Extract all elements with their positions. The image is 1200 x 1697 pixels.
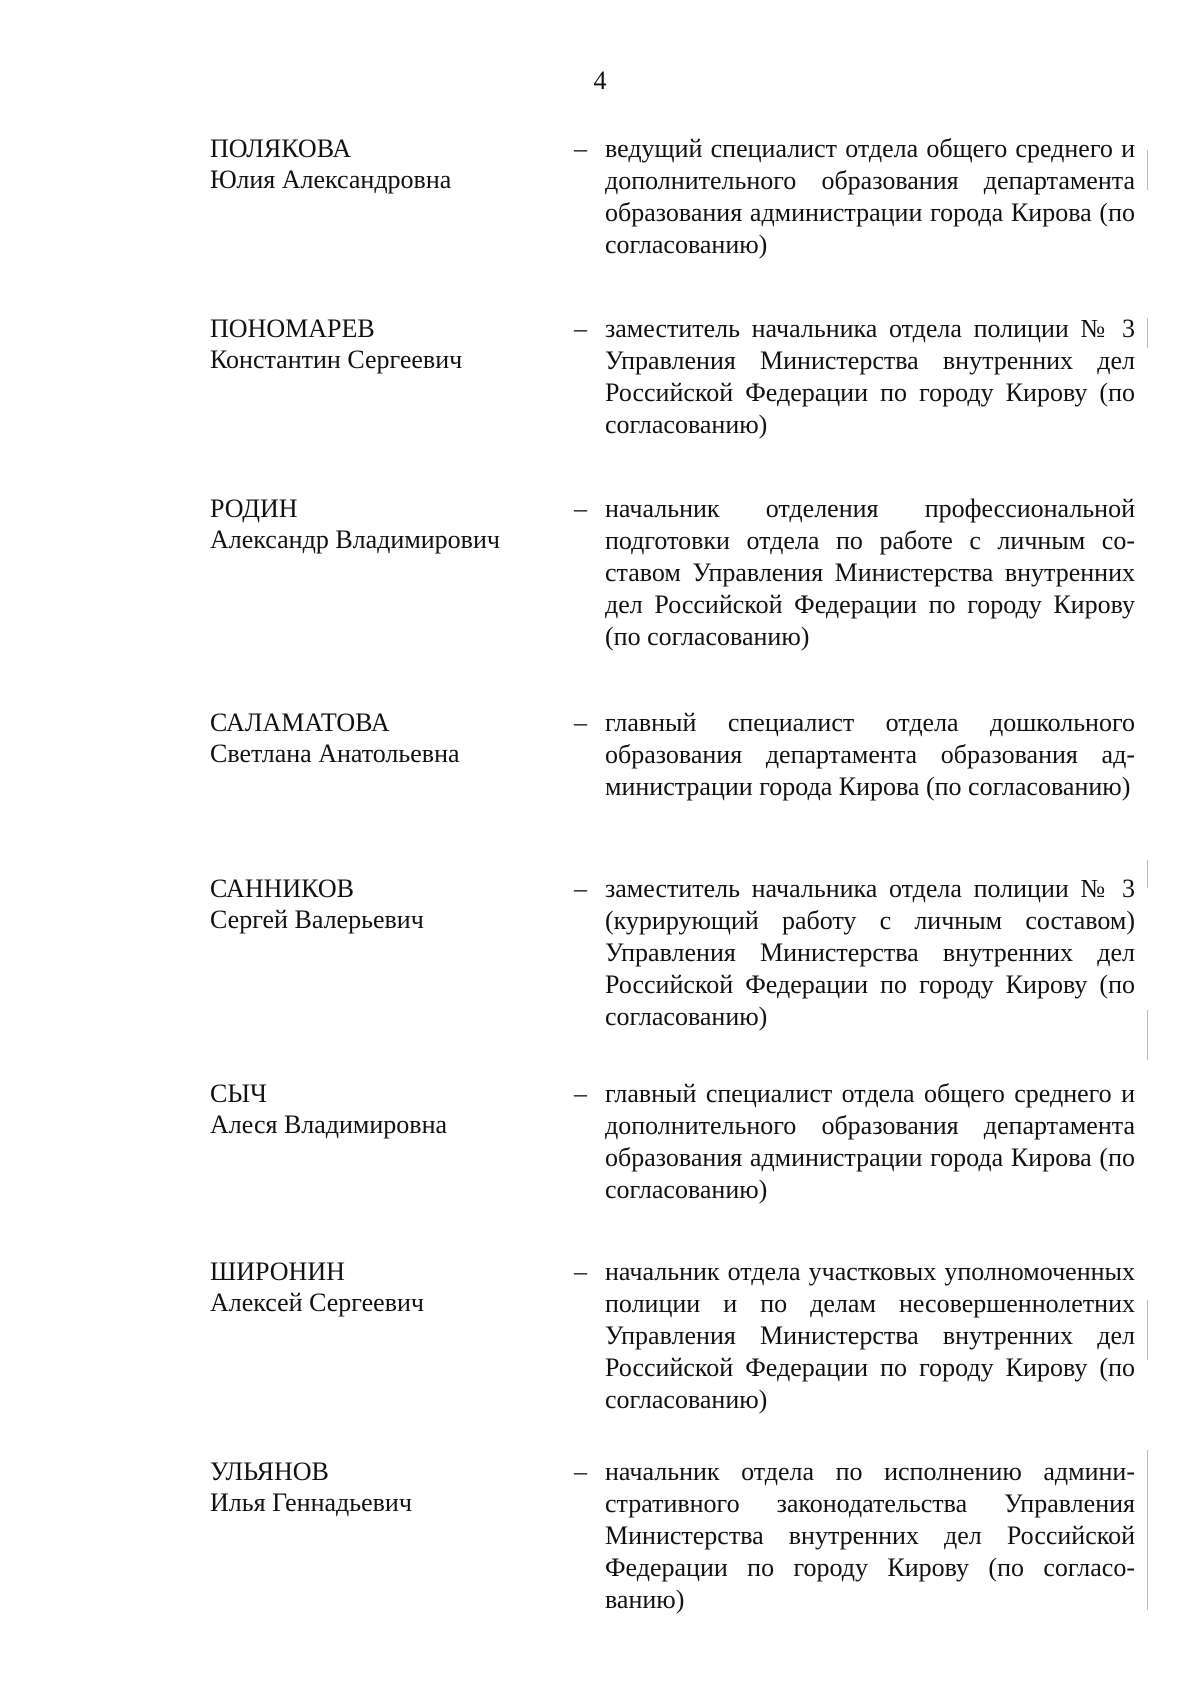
person-name — [210, 1456, 550, 1518]
dash-separator: – — [574, 874, 587, 903]
person-surname: ШИРОНИН — [210, 1257, 345, 1286]
position-description: начальник отдела по исполнению административного законодательства Управления Министерства внутренних дел Российской Федерации по городу Кирову (по согласованию) — [605, 1457, 1135, 1614]
position-description: главный специалист отдела дошкольного образования департамента образования администрации города Кирова (по согласованию) — [605, 708, 1135, 801]
person-surname: ПОЛЯКОВА — [210, 134, 352, 163]
position-description: главный специалист отдела общего среднего и дополнительного образования департамента образования администрации города Кирова (по согласованию) — [605, 1079, 1135, 1204]
dash-separator: – — [574, 1457, 587, 1486]
person-given-names: Константин Сергеевич — [210, 345, 463, 374]
page-number: 4 — [593, 66, 607, 95]
scan-artifact — [1147, 1450, 1148, 1610]
person-given-names: Сергей Валерьевич — [210, 905, 424, 934]
scan-artifact — [1147, 1300, 1148, 1360]
position-description: начальник отделения профессиональной подготовки отдела по работе с личным составом Управления Министерства внутренних дел Российской Федерации по городу Кирову (по согласованию) — [605, 494, 1135, 651]
person-name — [210, 493, 550, 555]
person-given-names: Светлана Анатольевна — [210, 739, 460, 768]
scan-artifact — [1147, 318, 1148, 348]
position-description: начальник отдела участковых уполномоченных полиции и по делам несовершеннолетних Управления Министерства внутренних дел Российской Федерации по городу Кирову (по согласованию) — [605, 1257, 1135, 1414]
person-name — [210, 707, 550, 769]
person-given-names: Александр Владимирович — [210, 525, 500, 554]
person-surname: ПОНОМАРЕВ — [210, 314, 375, 343]
person-name — [210, 313, 550, 375]
dash-separator: – — [574, 708, 587, 737]
person-name — [210, 1256, 550, 1318]
dash-separator: – — [574, 494, 587, 523]
person-name — [210, 133, 550, 195]
person-given-names: Алексей Сергеевич — [210, 1288, 424, 1317]
position-description: заместитель начальника отдела полиции № 3 (курирующий работу с личным составом) Управления Министерства внутренних дел Российской Федерации по городу Кирову (по согласованию) — [605, 874, 1135, 1031]
person-surname: УЛЬЯНОВ — [210, 1457, 329, 1486]
dash-separator: – — [574, 1079, 587, 1108]
dash-separator: – — [574, 134, 587, 163]
person-name — [210, 873, 550, 935]
dash-separator: – — [574, 1257, 587, 1286]
position-description: заместитель начальника отдела полиции № 3 Управления Министерства внутренних дел Российской Федерации по городу Кирову (по согласованию) — [605, 314, 1135, 439]
scan-artifact — [1147, 150, 1148, 190]
dash-separator: – — [574, 314, 587, 343]
position-description: ведущий специалист отдела общего среднего и дополнительного образования департамента образования администрации города Кирова (по согласованию) — [605, 134, 1135, 259]
person-surname: САННИКОВ — [210, 874, 354, 903]
person-surname: САЛАМАТОВА — [210, 708, 390, 737]
person-name — [210, 1078, 550, 1140]
person-surname: РОДИН — [210, 494, 298, 523]
person-given-names: Юлия Александровна — [210, 165, 452, 194]
person-surname: СЫЧ — [210, 1079, 267, 1108]
person-given-names: Алеся Владимировна — [210, 1110, 448, 1139]
person-given-names: Илья Геннадьевич — [210, 1488, 412, 1517]
scan-artifact — [1147, 860, 1148, 888]
scan-artifact — [1147, 1010, 1148, 1060]
